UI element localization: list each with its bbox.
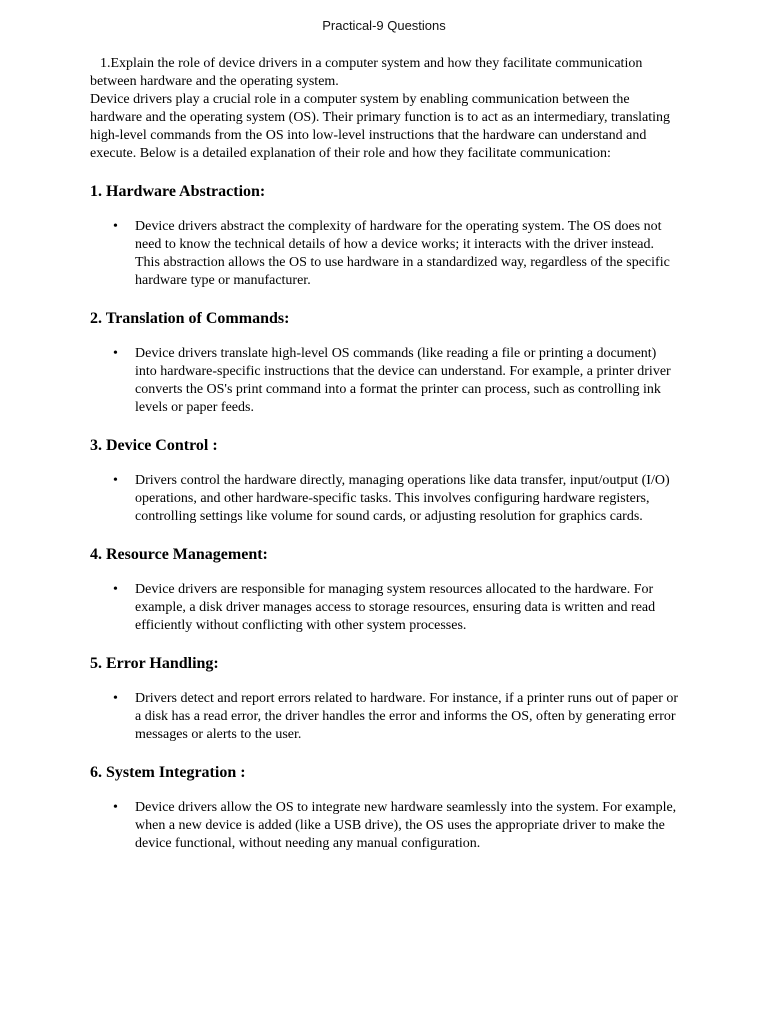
- section-heading: 3. Device Control :: [90, 437, 218, 454]
- bullet-icon: •: [113, 582, 118, 597]
- bullet-icon: •: [113, 800, 118, 815]
- bullet-icon: •: [113, 346, 118, 361]
- bullet-list: [90, 472, 680, 526]
- list-item-text: Device drivers abstract the complexity of hardware for the operating system. The OS does not need to know the technical details of how a device works; it interacts with the driver instead. This abstraction allows the OS to use hardware in a standardized way, regardless of the specific hardware type or manufacturer.: [135, 219, 670, 288]
- list-item-text: Device drivers are responsible for managing system resources allocated to the hardware. For example, a disk driver manages access to storage resources, ensuring data is written and read efficiently without conflicting with other system processes.: [135, 582, 656, 633]
- bullet-list: [90, 581, 680, 635]
- bullet-icon: •: [113, 219, 118, 234]
- page-header-title: Practical-9 Questions: [322, 18, 446, 33]
- document-body: [90, 55, 680, 853]
- bullet-icon: •: [113, 473, 118, 488]
- list-item-text: Device drivers allow the OS to integrate new hardware seamlessly into the system. For example, when a new device is added (like a USB drive), the OS uses the appropriate driver to make the device functional, without needing any manual configuration.: [135, 800, 677, 851]
- bullet-list: [90, 799, 680, 853]
- question-text: 1.Explain the role of device drivers in a computer system and how they facilitate communication between hardware and the operating system.: [90, 56, 643, 89]
- list-item: [90, 345, 680, 417]
- section-heading: 5. Error Handling:: [90, 655, 219, 672]
- list-item: [90, 581, 680, 635]
- intro-paragraph: Device drivers play a crucial role in a computer system by enabling communication between the hardware and the operating system (OS). Their primary function is to act as an intermediary, translating high-level commands from the OS into low-level instructions that the hardware can understand and execute. Below is a detailed explanation of their role and how they facilitate communication:: [90, 92, 671, 161]
- section-heading: 2. Translation of Commands:: [90, 310, 290, 327]
- list-item-text: Drivers detect and report errors related to hardware. For instance, if a printer runs out of paper or a disk has a read error, the driver handles the error and informs the OS, often by generating error messages or alerts to the user.: [135, 691, 679, 742]
- list-item: [90, 690, 680, 744]
- list-item: [90, 799, 680, 853]
- list-item: [90, 472, 680, 526]
- bullet-list: [90, 690, 680, 744]
- list-item-text: Drivers control the hardware directly, managing operations like data transfer, input/output (I/O) operations, and other hardware-specific tasks. This involves configuring hardware registers, controlling settings like volume for sound cards, or adjusting resolution for graphics cards.: [135, 473, 670, 524]
- section-heading: 4. Resource Management:: [90, 546, 268, 563]
- bullet-icon: •: [113, 691, 118, 706]
- bullet-list: [90, 218, 680, 290]
- bullet-list: [90, 345, 680, 417]
- list-item: [90, 218, 680, 290]
- section-heading: 1. Hardware Abstraction:: [90, 183, 266, 200]
- section-heading: 6. System Integration :: [90, 764, 246, 781]
- list-item-text: Device drivers translate high-level OS commands (like reading a file or printing a document) into hardware-specific instructions that the device can understand. For example, a printer driver converts the OS's print command into a format the printer can process, such as controlling ink levels or paper feeds.: [135, 346, 671, 415]
